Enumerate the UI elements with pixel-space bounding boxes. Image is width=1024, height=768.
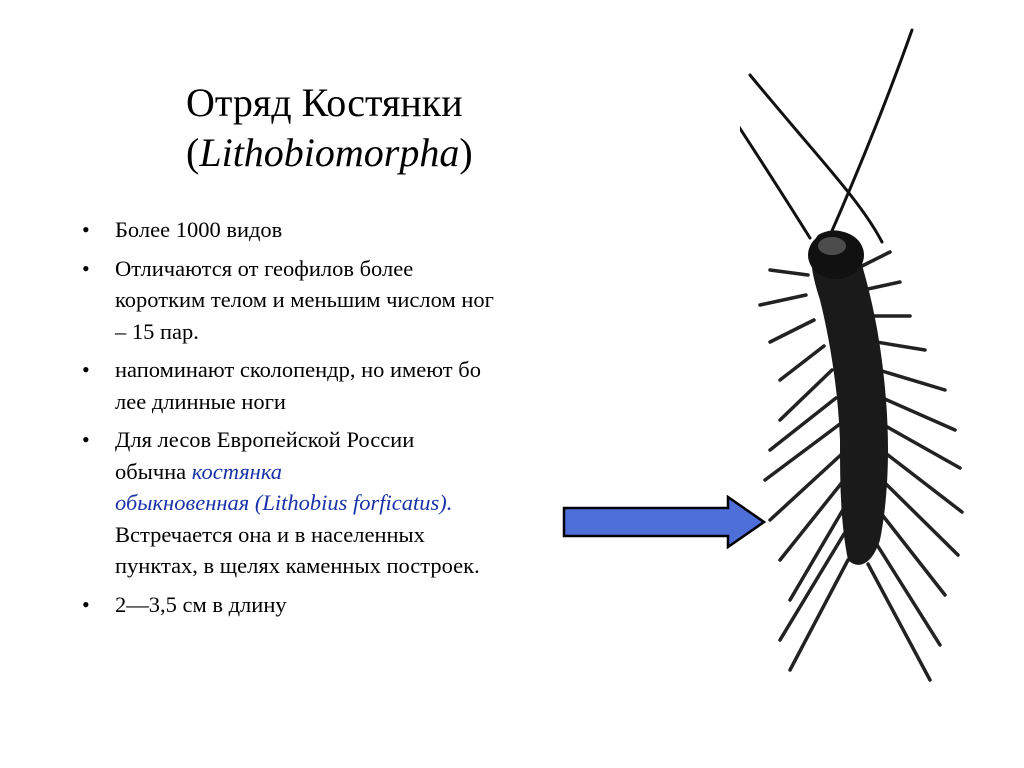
slide-title [186, 78, 626, 178]
bullet-text: коротким телом и меньшим числом ног [115, 287, 494, 312]
centipede-antennae [740, 30, 912, 242]
title-line-1: Отряд Костянки [186, 80, 463, 125]
bullet-marker: • [82, 217, 90, 242]
species-name-highlight: обыкновенная (Lithobius forficatus). [115, 490, 453, 515]
centipede-body [808, 230, 888, 564]
bullet-text: пунктах, в щелях каменных построек. [115, 553, 480, 578]
bullet-text: напоминают сколопендр, но имеют бо [115, 357, 481, 382]
species-name-highlight: костянка [191, 458, 283, 484]
bullet-item [82, 253, 582, 348]
bullet-list [82, 214, 582, 627]
bullet-item [82, 354, 582, 417]
bullet-text [115, 456, 582, 488]
arrow-shape [564, 497, 764, 547]
title-line-2 [186, 128, 626, 178]
title-latin-name: Lithobiomorpha [199, 130, 460, 175]
bullet-marker: • [82, 255, 90, 281]
bullet-text: Встречается она и в населенных [115, 521, 425, 547]
arrow-right-icon [560, 494, 770, 550]
bullet-text: 2—3,5 см в длину [115, 591, 287, 617]
title-paren-open: ( [186, 130, 200, 175]
bullet-item [82, 589, 582, 621]
bullet-item [82, 214, 582, 246]
centipede-illustration-icon [740, 20, 1000, 720]
bullet-text: Для лесов Европейской России [115, 427, 415, 452]
bullet-item [82, 424, 582, 582]
bullet-text: лее длинные ноги [115, 388, 286, 414]
bullet-text-plain: обычна [115, 458, 192, 484]
title-paren-close: ) [459, 130, 473, 175]
bullet-marker: • [82, 591, 90, 617]
bullet-text: Отличаются от геофилов более [115, 255, 414, 281]
bullet-text: – 15 пар. [115, 318, 199, 344]
bullet-text: Более 1000 видов [115, 217, 283, 242]
bullet-marker: • [82, 427, 90, 452]
bullet-marker: • [82, 357, 90, 382]
